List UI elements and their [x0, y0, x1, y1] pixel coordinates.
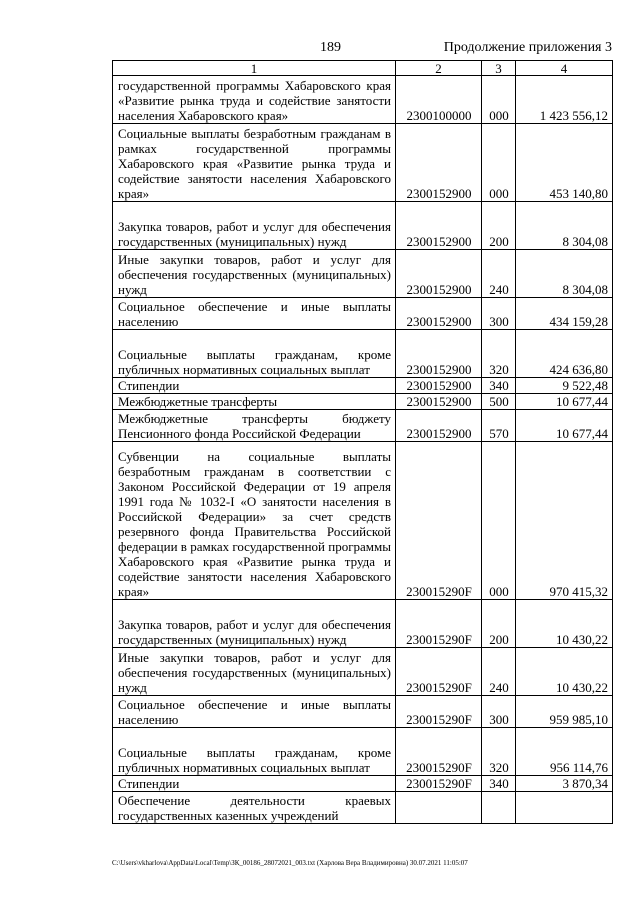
- table-row: [113, 250, 613, 298]
- row-code-cell: 2300152900: [396, 330, 482, 378]
- table-row: [113, 696, 613, 728]
- row-name-cell: Социальное обеспечение и иные выплаты населению: [113, 696, 396, 728]
- table-row: [113, 330, 613, 378]
- column-header-4: 4: [516, 61, 613, 76]
- row-amount-cell: 956 114,76: [516, 728, 613, 776]
- column-header-1: 1: [113, 61, 396, 76]
- row-amount-cell: 10 677,44: [516, 394, 613, 410]
- table-row: [113, 776, 613, 792]
- row-type-cell: [482, 792, 516, 824]
- row-name-cell: Стипендии: [113, 378, 396, 394]
- row-name-cell: Субвенции на социальные выплаты безработным гражданам в соответствии с Законом Российской Федерации от 19 апреля 1991 года № 1032-I «О занятости населения в Российской Федерации» за счет средств резервного фонда Правительства Российской федерации в рамках государственной программы Хабаровского края «Развитие рынка труда и содействие занятости населения Хабаровского края»: [113, 442, 396, 600]
- table-row: [113, 728, 613, 776]
- row-type-cell: 320: [482, 330, 516, 378]
- table-row: [113, 442, 613, 600]
- table-header-row: [113, 61, 613, 76]
- page-number: 189: [320, 40, 341, 55]
- row-type-cell: 300: [482, 696, 516, 728]
- row-name-cell: Социальные выплаты безработным гражданам в рамках государственной программы Хабаровского края «Развитие рынка труда и содействие занятости населения Хабаровского края»: [113, 124, 396, 202]
- page-header: [112, 40, 612, 60]
- row-amount-cell: 3 870,34: [516, 776, 613, 792]
- row-code-cell: 2300152900: [396, 378, 482, 394]
- row-name-cell: государственной программы Хабаровского края «Развитие рынка труда и содействие занятости населения Хабаровского края»: [113, 76, 396, 124]
- row-amount-cell: 10 430,22: [516, 648, 613, 696]
- table-row: [113, 394, 613, 410]
- table-row: [113, 648, 613, 696]
- row-amount-cell: 959 985,10: [516, 696, 613, 728]
- row-type-cell: 240: [482, 250, 516, 298]
- row-name-cell: Социальное обеспечение и иные выплаты населению: [113, 298, 396, 330]
- table-row: [113, 298, 613, 330]
- row-type-cell: 320: [482, 728, 516, 776]
- row-type-cell: 000: [482, 124, 516, 202]
- row-code-cell: 2300152900: [396, 410, 482, 442]
- row-code-cell: 2300152900: [396, 250, 482, 298]
- row-code-cell: 230015290F: [396, 648, 482, 696]
- row-type-cell: 200: [482, 202, 516, 250]
- table-row: [113, 202, 613, 250]
- row-code-cell: 230015290F: [396, 442, 482, 600]
- row-amount-cell: 10 677,44: [516, 410, 613, 442]
- row-name-cell: Социальные выплаты гражданам, кроме публичных нормативных социальных выплат: [113, 728, 396, 776]
- row-amount-cell: [516, 792, 613, 824]
- row-code-cell: 2300100000: [396, 76, 482, 124]
- row-name-cell: Социальные выплаты гражданам, кроме публичных нормативных социальных выплат: [113, 330, 396, 378]
- row-type-cell: 000: [482, 442, 516, 600]
- row-amount-cell: 1 423 556,12: [516, 76, 613, 124]
- row-code-cell: 230015290F: [396, 776, 482, 792]
- table-row: [113, 378, 613, 394]
- table-row: [113, 600, 613, 648]
- row-type-cell: 500: [482, 394, 516, 410]
- row-code-cell: [396, 792, 482, 824]
- row-type-cell: 340: [482, 378, 516, 394]
- row-amount-cell: 434 159,28: [516, 298, 613, 330]
- row-name-cell: Обеспечение деятельности краевых государственных казенных учреждений: [113, 792, 396, 824]
- table-row: [113, 410, 613, 442]
- row-name-cell: Межбюджетные трансферты бюджету Пенсионного фонда Российской Федерации: [113, 410, 396, 442]
- column-header-3: 3: [482, 61, 516, 76]
- column-header-2: 2: [396, 61, 482, 76]
- row-amount-cell: 8 304,08: [516, 250, 613, 298]
- row-amount-cell: 10 430,22: [516, 600, 613, 648]
- row-amount-cell: 8 304,08: [516, 202, 613, 250]
- row-name-cell: Межбюджетные трансферты: [113, 394, 396, 410]
- row-type-cell: 000: [482, 76, 516, 124]
- row-code-cell: 230015290F: [396, 728, 482, 776]
- row-type-cell: 240: [482, 648, 516, 696]
- row-code-cell: 2300152900: [396, 298, 482, 330]
- row-amount-cell: 970 415,32: [516, 442, 613, 600]
- row-type-cell: 570: [482, 410, 516, 442]
- table-row: [113, 124, 613, 202]
- row-type-cell: 300: [482, 298, 516, 330]
- row-code-cell: 230015290F: [396, 696, 482, 728]
- row-code-cell: 2300152900: [396, 124, 482, 202]
- budget-table: [112, 60, 613, 824]
- row-name-cell: Закупка товаров, работ и услуг для обеспечения государственных (муниципальных) нужд: [113, 202, 396, 250]
- row-amount-cell: 9 522,48: [516, 378, 613, 394]
- row-type-cell: 340: [482, 776, 516, 792]
- file-path-footer: C:\Users\vkharlova\AppData\Local\Temp\ЗК_00186_28072021_003.txt (Харлова Вера Владимировна) 30.07.2021 11:05:07: [112, 859, 468, 867]
- continuation-label: Продолжение приложения 3: [443, 40, 612, 55]
- row-code-cell: 2300152900: [396, 394, 482, 410]
- row-name-cell: Стипендии: [113, 776, 396, 792]
- table-body: [113, 61, 613, 824]
- row-code-cell: 2300152900: [396, 202, 482, 250]
- row-name-cell: Иные закупки товаров, работ и услуг для обеспечения государственных (муниципальных) нужд: [113, 250, 396, 298]
- table-row: [113, 76, 613, 124]
- row-name-cell: Иные закупки товаров, работ и услуг для обеспечения государственных (муниципальных) нужд: [113, 648, 396, 696]
- row-amount-cell: 424 636,80: [516, 330, 613, 378]
- row-amount-cell: 453 140,80: [516, 124, 613, 202]
- row-code-cell: 230015290F: [396, 600, 482, 648]
- row-name-cell: Закупка товаров, работ и услуг для обеспечения государственных (муниципальных) нужд: [113, 600, 396, 648]
- row-type-cell: 200: [482, 600, 516, 648]
- table-row: [113, 792, 613, 824]
